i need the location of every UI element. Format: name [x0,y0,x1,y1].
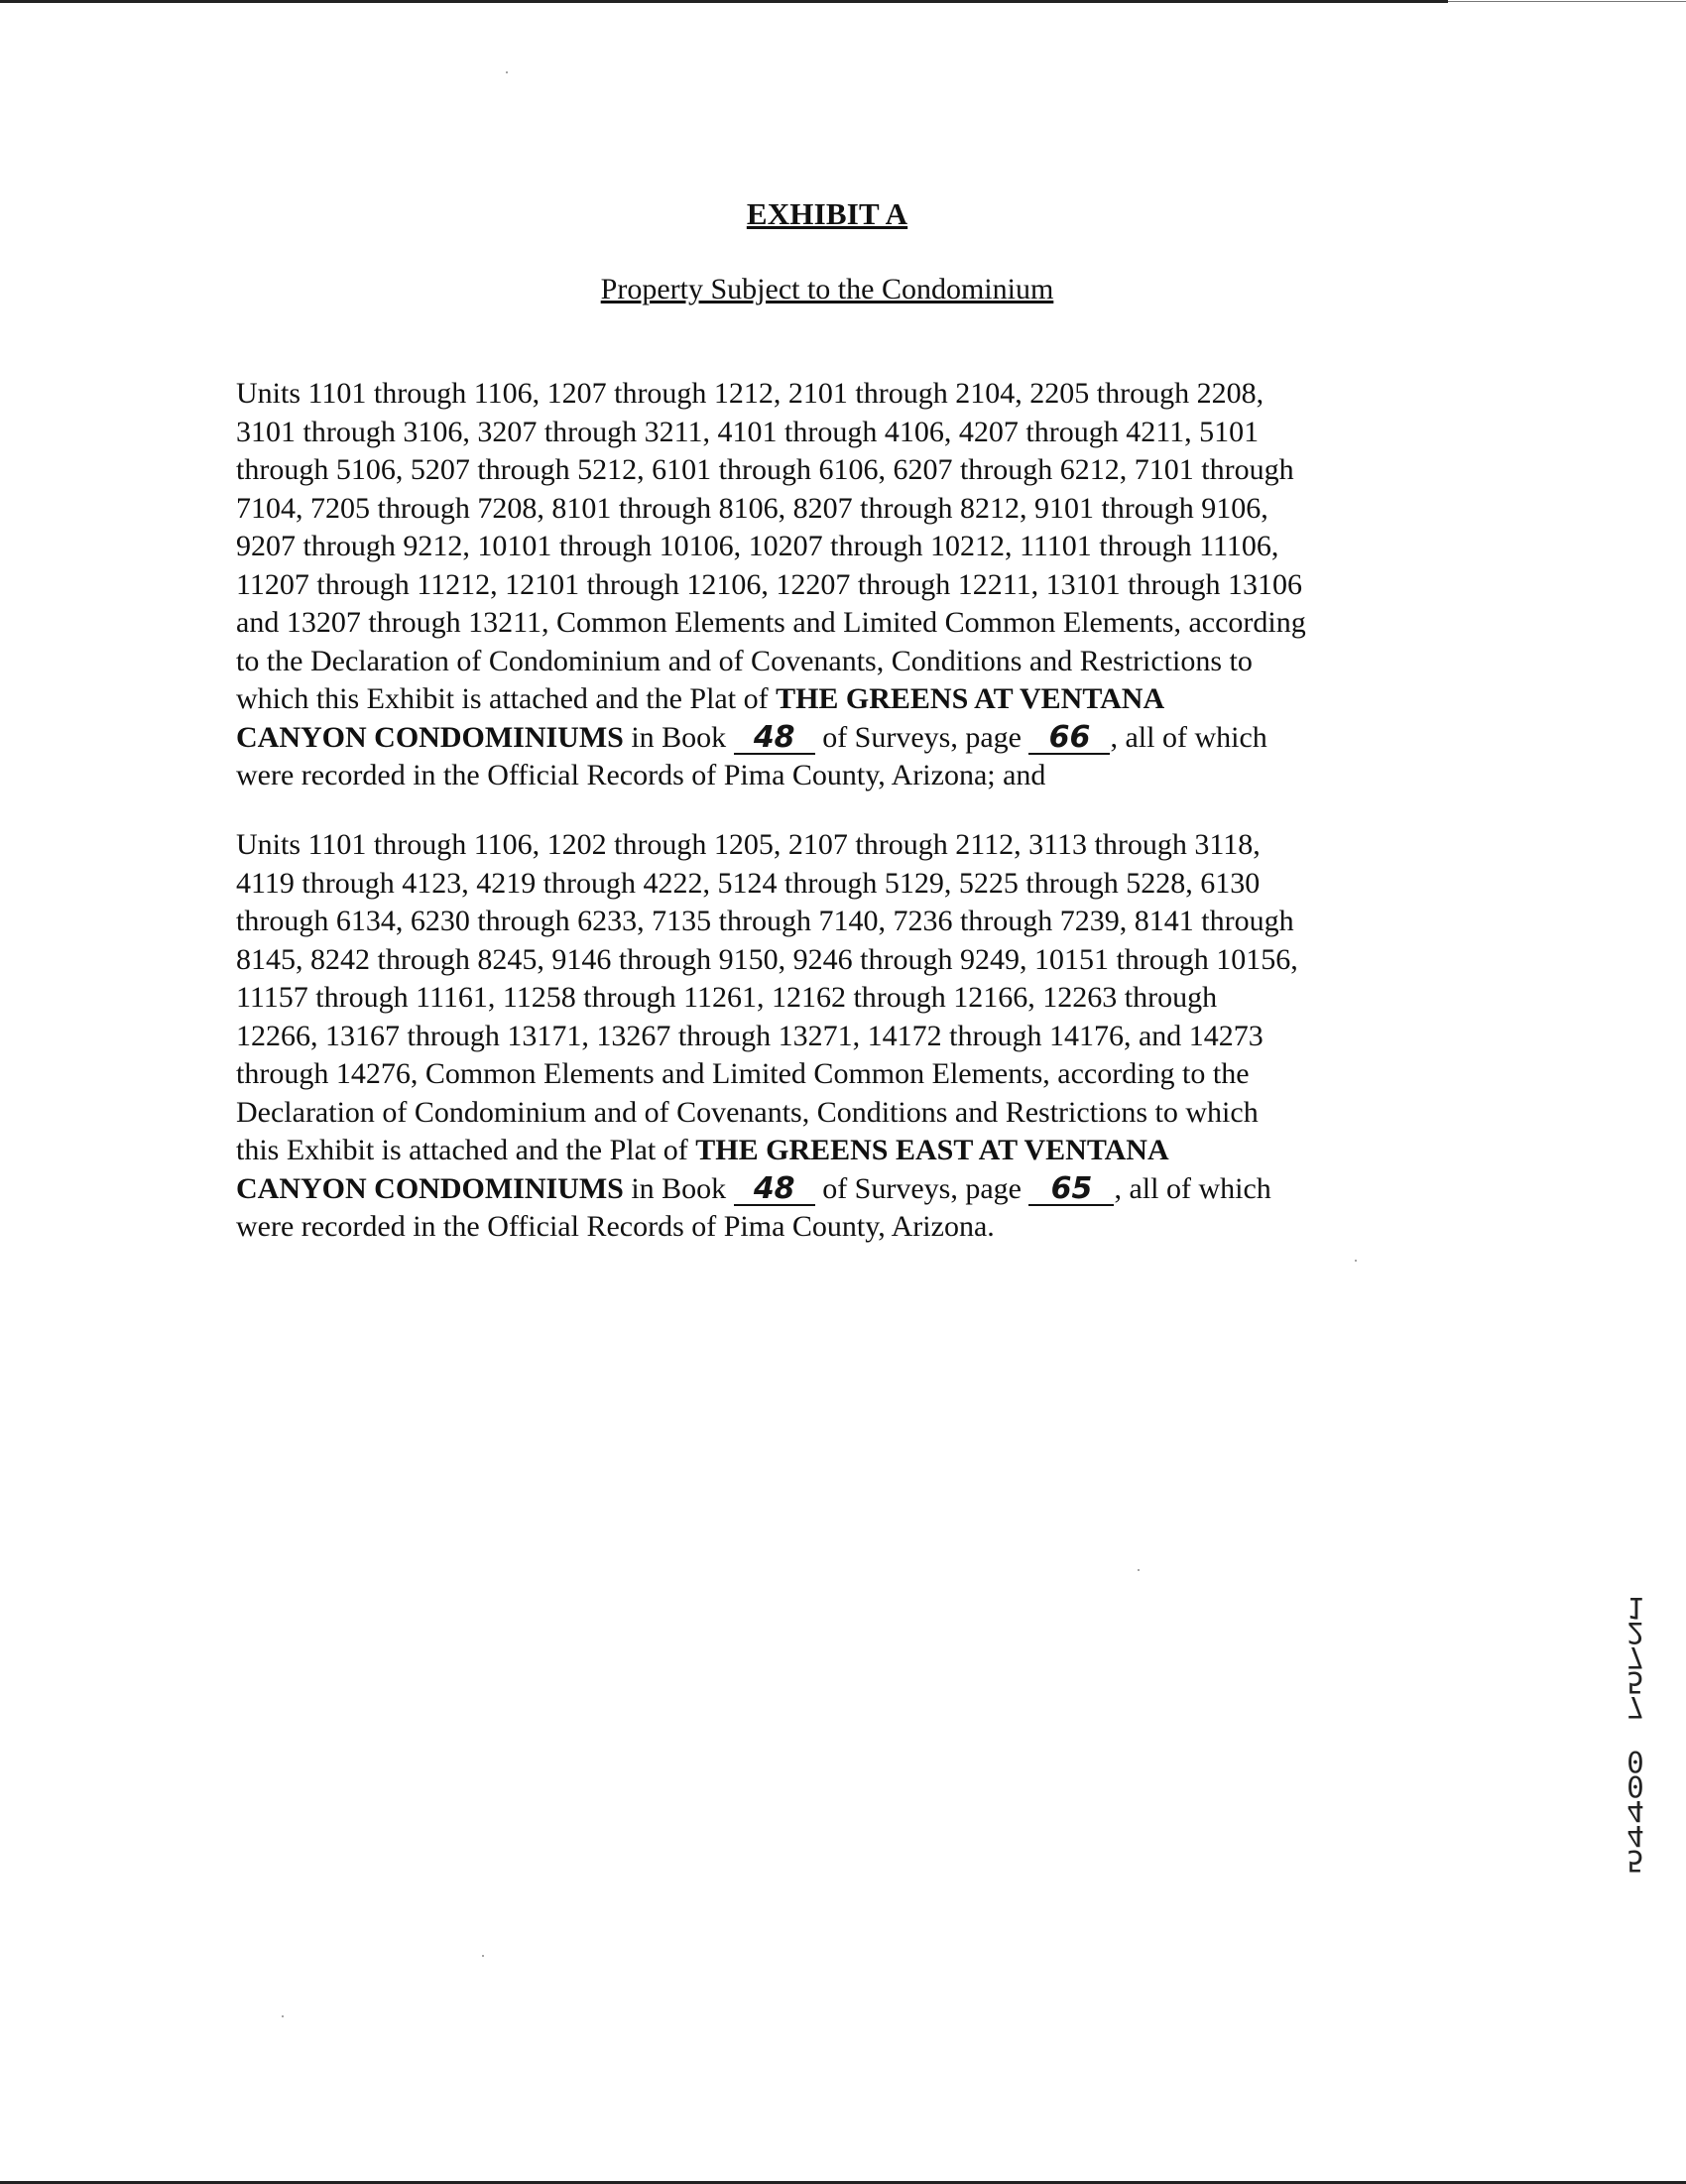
page-number-handwritten: 66 [1028,723,1110,755]
exhibit-subtitle: Property Subject to the Condominium [600,273,1054,305]
stamp-digit: 7 [1626,1690,1644,1724]
plat-name-part2: CANYON CONDOMINIUMS [236,720,624,754]
paragraph-line: 11157 through 11161, 11258 through 11261, 12162 through 12166, 12263 through [236,981,1218,1014]
paragraph-line: 7104, 7205 through 7208, 8101 through 8106, 8207 through 8212, 9101 through 9106, [236,491,1268,525]
paragraph-line [236,1170,1456,1209]
stamp-digit: 7 [1626,1640,1644,1674]
stamp-digit: 1 [1626,1591,1644,1625]
paragraph-line: 9207 through 9212, 10101 through 10106, 10207 through 10212, 11101 through 11106, [236,530,1279,562]
all-of-which-text: , all of which [1110,720,1267,754]
scan-speck [282,2015,284,2017]
stamp-digit: 4 [1626,1819,1644,1853]
paragraph-line [236,719,1456,758]
paragraph-line: 11207 through 11212, 12101 through 12106, 12207 through 12211, 13101 through 13106 [236,567,1302,601]
surveys-page-text: of Surveys, page [814,720,1029,754]
scan-speck [506,71,508,73]
stamp-digit: 0 [1626,1769,1644,1803]
paragraph-greens [236,375,1456,795]
plat-intro-text: this Exhibit is attached and the Plat of [236,1134,696,1166]
paragraph-line: Units 1101 through 1106, 1207 through 1212, 2101 through 2104, 2205 through 2208, [236,377,1264,410]
page-number-handwritten: 65 [1028,1174,1114,1206]
exhibit-title: EXHIBIT A [746,196,908,231]
scan-speck [1138,1569,1140,1571]
stamp-digit: 0 [1626,1745,1644,1778]
paragraph-line: were recorded in the Official Records of Pima County, Arizona; and [236,759,1046,791]
paragraph-line: 12266, 13167 through 13171, 13267 through 13271, 14172 through 14176, and 14273 [236,1019,1264,1052]
paragraph-line: through 6134, 6230 through 6233, 7135 through 7140, 7236 through 7239, 8141 through [236,905,1294,937]
book-number-handwritten: 48 [734,1174,815,1206]
paragraph-line: and 13207 through 13211, Common Elements and Limited Common Elements, according [236,606,1306,639]
paragraph-greens-east [236,826,1456,1247]
stamp-digit: 5 [1626,1844,1644,1878]
paragraph-line [236,1132,1456,1170]
paragraph-line: to the Declaration of Condominium and of Covenants, Conditions and Restrictions to [236,644,1253,677]
stamp-digit: 2 [1626,1616,1644,1649]
stamp-digit: 4 [1626,1794,1644,1828]
paragraph-line: were recorded in the Official Records of Pima County, Arizona. [236,1210,995,1243]
plat-name-part2: CANYON CONDOMINIUMS [236,1171,624,1205]
paragraph-line: 3101 through 3106, 3207 through 3211, 4101 through 4106, 4207 through 4211, 5101 [236,415,1260,448]
paragraph-line: 8145, 8242 through 8245, 9146 through 9150, 9246 through 9249, 10151 through 10156, [236,942,1298,976]
all-of-which-text: , all of which [1114,1171,1271,1205]
scan-edge-top-right [1448,1,1686,2]
paragraph-line: 4119 through 4123, 4219 through 4222, 5124 through 5129, 5225 through 5228, 6130 [236,866,1261,900]
paragraph-line [236,680,1456,719]
surveys-page-text: of Surveys, page [814,1171,1029,1205]
in-book-text: in Book [623,720,734,754]
recording-stamp [1619,1591,1652,1878]
paragraph-line: through 5106, 5207 through 5212, 6101 through 6106, 6207 through 6212, 7101 through [236,453,1294,486]
plat-name-part1: THE GREENS AT VENTANA [776,682,1165,715]
stamp-digit: 5 [1626,1665,1644,1699]
scan-speck [1355,1260,1357,1262]
in-book-text: in Book [623,1171,734,1205]
scan-edge-top [0,0,1448,3]
paragraph-line: Declaration of Condominium and of Covenants, Conditions and Restrictions to which [236,1095,1259,1129]
scan-speck [482,1955,484,1957]
book-number-handwritten: 48 [734,723,815,755]
plat-intro-text: which this Exhibit is attached and the Plat of [236,682,777,715]
paragraph-line: through 14276, Common Elements and Limited Common Elements, according to the [236,1057,1250,1090]
plat-name-part1: THE GREENS EAST AT VENTANA [695,1134,1169,1166]
paragraph-line: Units 1101 through 1106, 1202 through 1205, 2107 through 2112, 3113 through 3118, [236,828,1261,861]
